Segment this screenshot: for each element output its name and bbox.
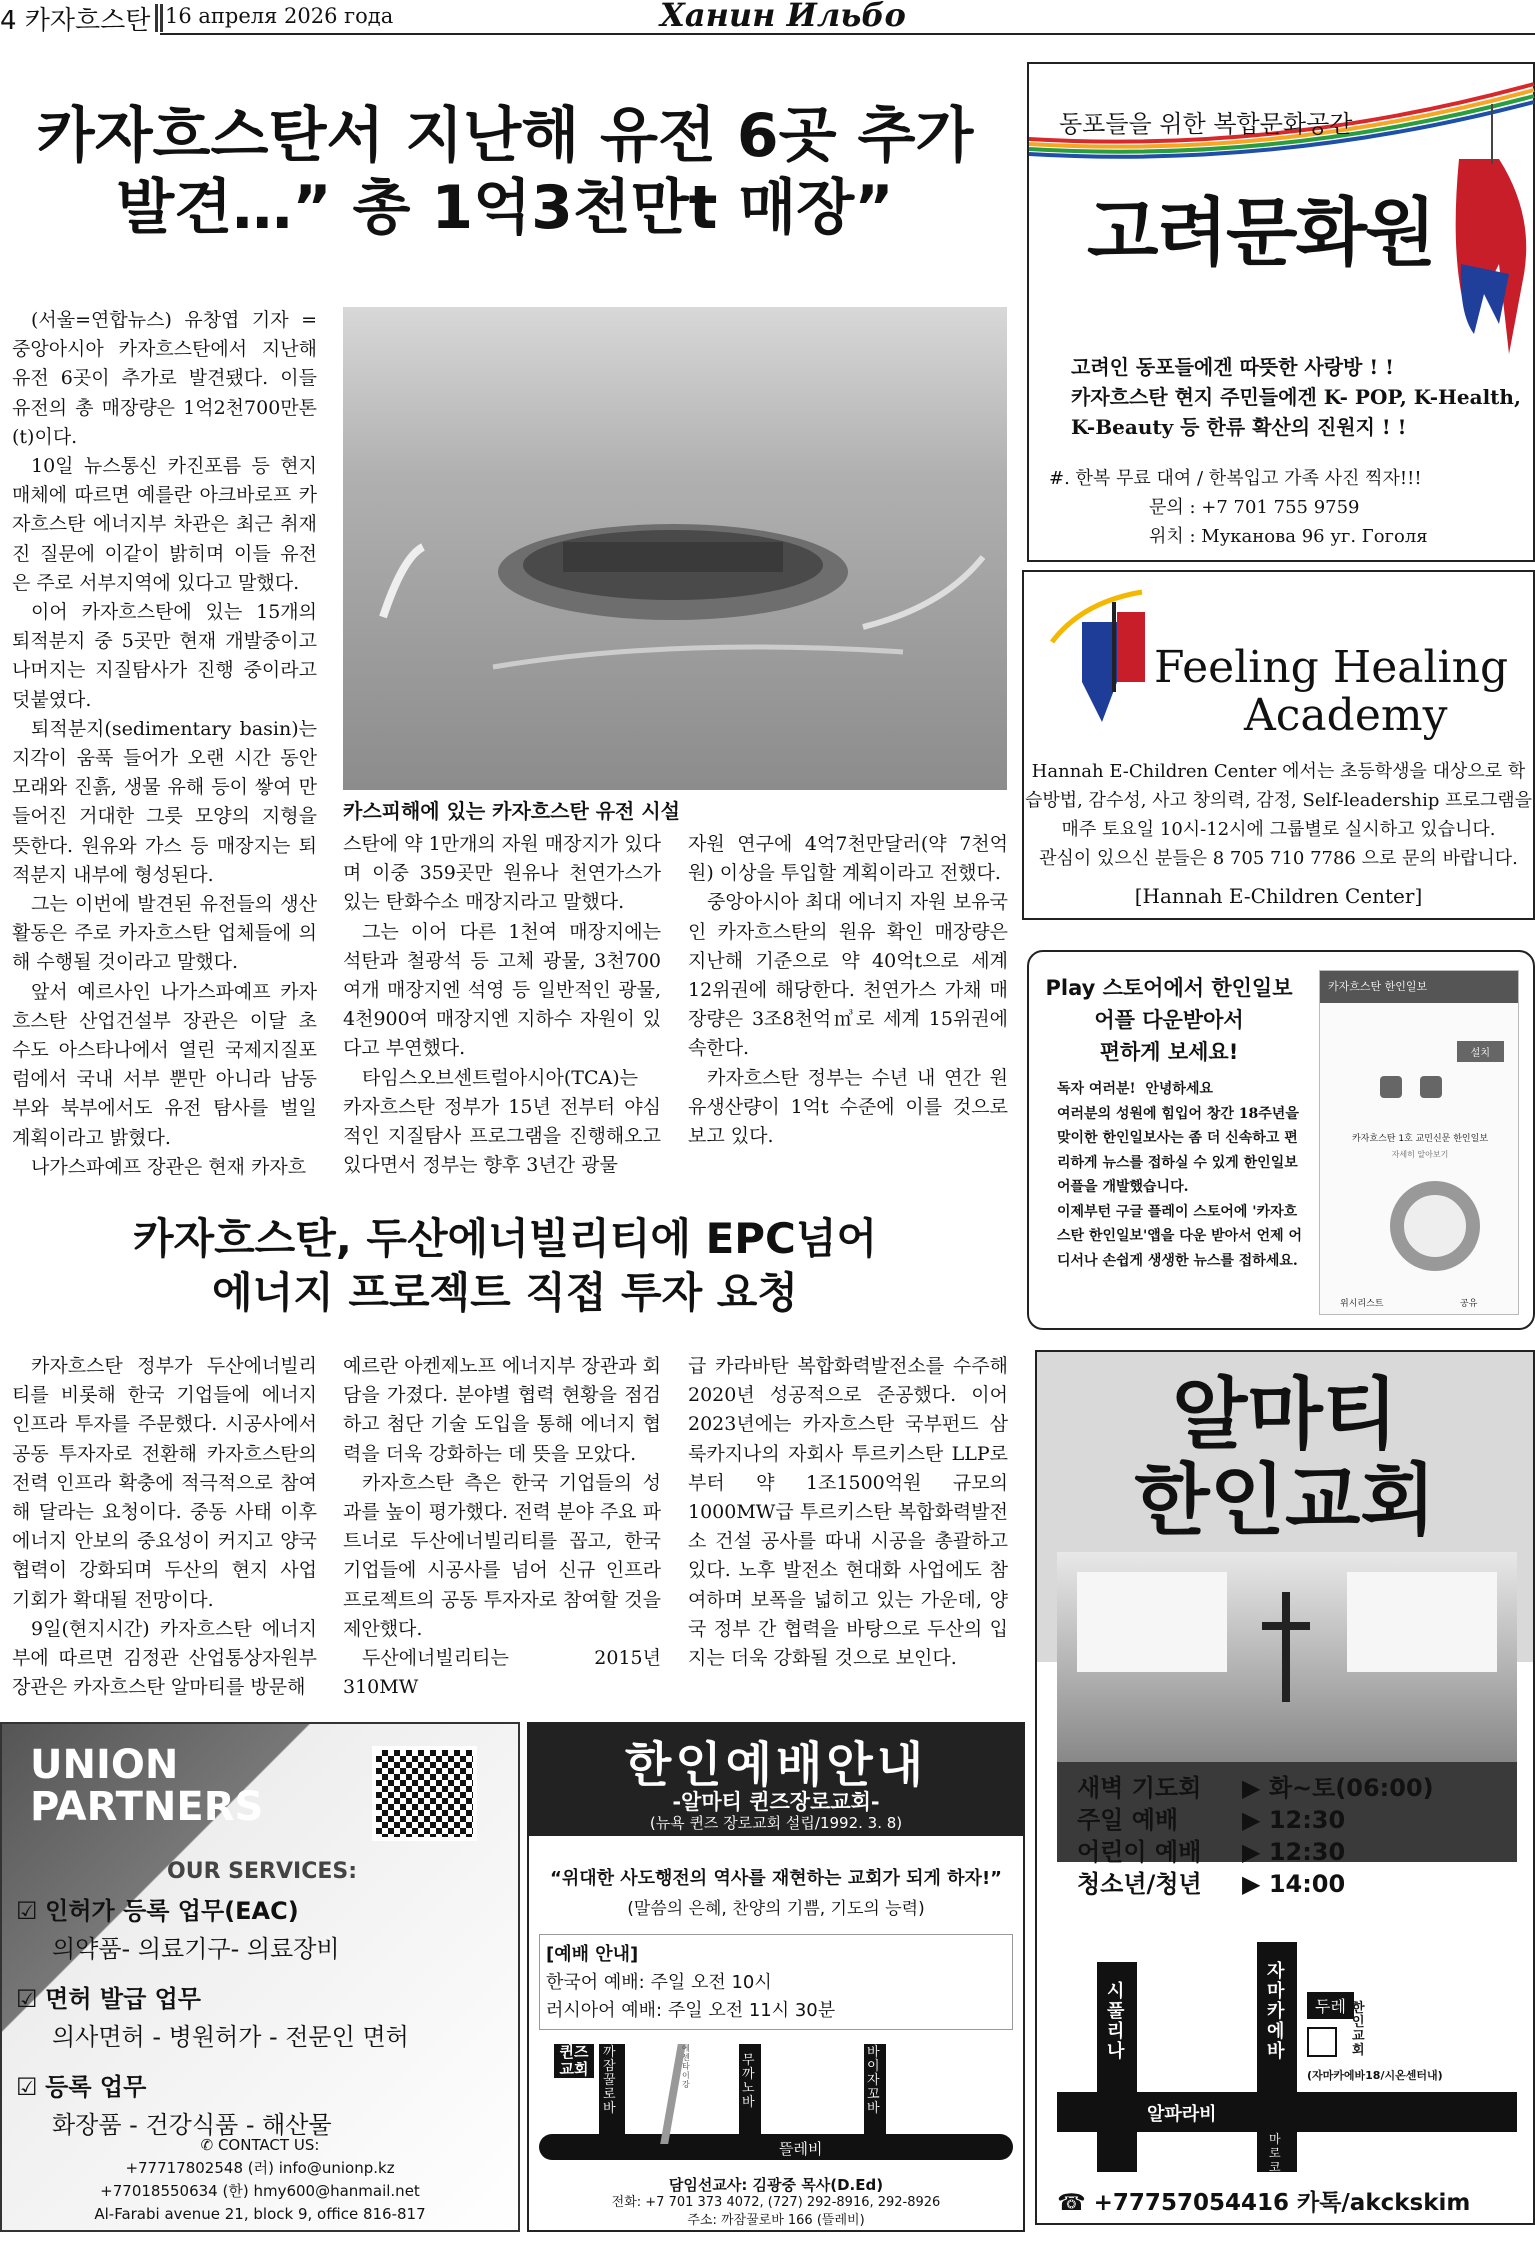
phone-install-button: 설치	[1457, 1041, 1504, 1062]
paragraph: 중앙아시아 최대 에너지 자원 보유국인 카자흐스탄의 원유 확인 매장량은 지난해 기준으로 약 40억t으로 세계 12위권에 해당한다. 천연가스 가채 매장량은 3조8천억㎥로 세계 15위권에 속한다.	[688, 891, 1008, 1060]
worship-contact	[529, 2176, 1023, 2230]
ad-almaty-church	[1035, 1350, 1535, 2225]
paragraph: 앞서 예르사인 나가스파예프 카자흐스탄 산업건설부 장관은 이달 초 수도 아스타나에서 열린 국제지질포럼에서 국내 서부 뿐만 아니라 남동부와 북부에서도 유전 탐사를 벌일 계획이라고 밝혔다.	[12, 980, 317, 1149]
koryo-contact: 문의 : +7 701 755 9759	[1149, 497, 1360, 518]
union-services	[16, 1892, 409, 2144]
worship-pastor: 담임선교사: 김광중 목사(D.Ed)	[668, 2176, 884, 2194]
paragraph: 이어 카자흐스탄에 있는 15개의 퇴적분지 중 5곳만 현재 개발중이고 나머지는 지질탐사가 진행 중이라고 덧붙였다.	[12, 601, 317, 711]
article1-headline	[20, 100, 990, 244]
article1-column1	[12, 306, 317, 1182]
map-street-v1: 시풀리나	[1107, 1981, 1125, 2062]
worship-map	[539, 2044, 1013, 2174]
union-services-title: OUR SERVICES:	[167, 1859, 358, 1884]
paragraph: 예르란 아켄제노프 에너지부 장관과 회담을 가졌다. 분야별 협력 현황을 점검하고 첨단 기술 도입을 통해 에너지 협력을 더욱 강화하는 데 뜻을 모았다.	[343, 1355, 661, 1465]
oil-field-illustration	[343, 307, 1007, 790]
article2-headline-line1: 카자흐스탄, 두산에너빌리티에 EPC넘어	[132, 1214, 878, 1263]
phone-label: 카자흐스탄 1호 교민신문 한인일보	[1351, 1134, 1489, 1144]
koryo-info	[1049, 464, 1428, 551]
koryo-location: 위치 : Муканова 96 уг. Гоголя	[1149, 526, 1428, 547]
union-contact-label: CONTACT US:	[217, 2136, 320, 2154]
article2-column2	[343, 1352, 661, 1702]
map-church-label: 퀸즈 교회	[554, 2044, 594, 2078]
check-icon: ☑	[16, 1985, 46, 2013]
union-contact	[2, 2134, 518, 2226]
service-title: 면허 발급 업무	[45, 1985, 201, 2013]
ad-union-partners	[0, 1722, 520, 2232]
article1-headline-line1: 카자흐스탄서 지난해 유전 6곳 추가	[36, 101, 974, 171]
header-rule	[160, 33, 1535, 35]
worship-founded: (뉴욕 퀸즈 장로교회 설립/1992. 3. 8)	[649, 1814, 903, 1832]
map-street-v2: 자마카에바	[1267, 1961, 1285, 2062]
academy-title-line2: Academy	[1244, 690, 1448, 741]
article1-column2	[343, 830, 661, 1180]
union-address: Al-Farabi avenue 21, block 9, office 816-817	[94, 2205, 426, 2223]
union-phone1: +77717802548 (러) info@unionp.kz	[125, 2159, 395, 2177]
paragraph: 나가스파예프 장관은 현재 카자흐	[31, 1155, 307, 1178]
union-brand-line2: PARTNERS	[30, 1784, 264, 1830]
worship-info-russian: 러시아어 예배: 주일 오전 11시 30분	[546, 2000, 836, 2021]
map-street-mukan: 무까노바	[742, 2053, 755, 2110]
header-divider	[155, 4, 163, 32]
koryo-tagline: 동포들을 위한 복합문화공간	[1059, 110, 1353, 138]
article2-headline-line2: 에너지 프로젝트 직접 투자 요청	[212, 1268, 798, 1317]
paragraph: 두산에너빌리티는 2015년 310MW	[343, 1647, 661, 1699]
church-building-icon	[1307, 2027, 1337, 2057]
map-street-v3: 마로코바	[1269, 2132, 1281, 2188]
phone-sublabel: 자세히 알아보기	[1391, 1150, 1449, 1159]
phone-icon: ✆	[200, 2136, 218, 2154]
ad-worship-guide	[527, 1722, 1025, 2232]
academy-title-line1: Feeling Healing	[1154, 642, 1509, 693]
app-logo-icon	[1390, 1181, 1480, 1271]
map-street-kazan: 까잠꿀로바	[603, 2045, 616, 2116]
map-bus-stop: 두레	[1307, 1992, 1354, 2019]
ad-feeling-healing	[1022, 570, 1535, 920]
cross-bar	[1262, 1622, 1310, 1630]
article2-headline	[20, 1212, 990, 1320]
service-name: 어린이 예배	[1077, 1838, 1202, 1866]
koryo-line1: 고려인 동포들에겐 따뜻한 사랑방 ! !	[1071, 355, 1394, 379]
paragraph: 자원 연구에 4억7천만달러(약 7천억원) 이상을 투입할 계획이라고 전했다.	[688, 833, 1008, 885]
paragraph: 그는 이어 다른 1천여 매장지에는 석탄과 철광석 등 고체 광물, 3천700여개 매장지엔 석영 등 일반적인 광물, 4천900여 매장지엔 지하수 자원이 있다고 부연했다.	[343, 920, 661, 1060]
church-contact: ☎ +77757054416 카톡/akckskim	[1057, 2190, 1471, 2216]
union-phone2: +77018550634 (한) hmy600@hanmail.net	[100, 2182, 420, 2200]
worship-info-title: [예배 안내]	[546, 1944, 639, 1965]
phone-tab-wishlist: 위시리스트	[1340, 1299, 1384, 1309]
union-brand	[30, 1744, 263, 1828]
koryo-name: 고려문화원	[1087, 190, 1435, 276]
service-name: 청소년/청년	[1077, 1870, 1202, 1898]
paragraph: 급 카라바탄 복합화력발전소를 수주해 2020년 성공적으로 준공했다. 이어 2023년에는 카자흐스탄 국부펀드 삼룩카지나의 자회사 투르키스탄 LLP로부터 약 1조1500억원 규모의 1000MW급 투르키스탄 복합화력발전소 건설 공사를 따내 시공을 총괄하고 있다. 노후 발전소 현대화 사업에도 참여하며 보폭을 넓히고 있는 가운데, 양국 정부 간 협력을 바탕으로 두산의 입지는 더욱 강화될 것으로 보인다.	[688, 1355, 1008, 1670]
service-name: 새벽 기도회	[1077, 1774, 1202, 1802]
worship-info	[539, 1934, 1013, 2030]
academy-body-line: Hannah E-Children Center 에서는 초등학생을 대상으로 학	[1031, 761, 1526, 782]
app-headline-line: Play 스토어에서 한인일보	[1045, 976, 1293, 1000]
map-street-h: 알파라비	[1147, 2104, 1217, 2125]
worship-address: 주소: 까잠꿀로바 166 (뜰레비)	[687, 2213, 865, 2228]
service-sub: 의약품- 의료기구- 의료장비	[52, 1935, 340, 1963]
service-title: 등록 업무	[45, 2073, 147, 2101]
app-headline-line: 어플 다운받아서	[1094, 1008, 1244, 1032]
union-brand-line1: UNION	[30, 1742, 179, 1788]
article1-column3	[688, 830, 1008, 1151]
academy-body-line: 매주 토요일 10시-12시에 그룹별로 실시하고 있습니다.	[1061, 819, 1496, 840]
paragraph: (서울=연합뉴스) 유창엽 기자 = 중앙아시아 카자흐스탄에서 지난해 유전 6곳이 추가로 발견됐다. 이들 유전의 총 매장량은 1억2천700만톤(t)이다.	[12, 309, 317, 448]
church-services	[1077, 1772, 1434, 1900]
academy-logo-icon	[1042, 582, 1162, 762]
ad-app-download	[1027, 950, 1535, 1330]
service-time: ▶ 12:30	[1242, 1838, 1346, 1866]
paragraph: 카자흐스탄 정부가 두산에너빌리티를 비롯해 한국 기업들에 에너지 인프라 투자를 주문했다. 시공사에서 공동 투자자로 전환해 카자흐스탄의 전력 인프라 확충에 적극적으로 참여해 달라는 요청이다. 중동 사태 이후 에너지 안보의 중요성이 커지고 양국 협력이 강화되며 두산의 현지 사업 기회가 확대될 전망이다.	[12, 1355, 317, 1611]
photo-caption: 카스피해에 있는 카자흐스탄 유전 시설	[343, 799, 680, 823]
map-river-label: 에센타이 강	[682, 2044, 690, 2089]
map-road-h	[1057, 2092, 1517, 2132]
worship-info-korean: 한국어 예배: 주일 오전 10시	[546, 1972, 772, 1993]
church-screen-left	[1077, 1572, 1227, 1672]
phone-news-icon	[1380, 1076, 1402, 1098]
paragraph: 스탄에 약 1만개의 자원 매장지가 있다며 이중 359곳만 원유나 천연가스가 있는 탄화수소 매장지라고 말했다.	[343, 833, 661, 914]
worship-phone: 전화: +7 701 373 4072, (727) 292-8916, 292-8926	[611, 2195, 941, 2210]
worship-motto-sub: (말씀의 은혜, 찬양의 기쁨, 기도의 능력)	[627, 1899, 925, 1919]
issue-date: 16 апреля 2026 года	[165, 4, 394, 28]
service-time: ▶ 화~토(06:00)	[1242, 1774, 1434, 1802]
service-time: ▶ 14:00	[1242, 1870, 1346, 1898]
church-screen-right	[1347, 1572, 1497, 1672]
phone-app-bar: 카자흐스탄 한인일보	[1320, 971, 1518, 1003]
service-title: 인허가 등록 업무(EAC)	[45, 1897, 299, 1925]
church-map	[1057, 1932, 1517, 2188]
phone-people-icon	[1420, 1076, 1442, 1098]
worship-title: 한인예배안내	[624, 1737, 928, 1793]
page-number: 4 카자흐스탄	[0, 6, 151, 36]
check-icon: ☑	[16, 1897, 46, 1925]
academy-body-line: 습방법, 감수성, 사고 창의력, 감정, Self-leadership 프로그램을	[1024, 790, 1533, 811]
koryo-line3: K-Beauty 등 한류 확산의 진원지 ! !	[1071, 415, 1407, 439]
map-church-address: (자마카에바18/시온센터내)	[1307, 2069, 1443, 2082]
church-name	[1037, 1372, 1533, 1544]
oil-field-photo	[343, 307, 1007, 790]
paragraph: 카자흐스탄 측은 한국 기업들의 성과를 높이 평가했다. 전력 분야 주요 파트너로 두산에너빌리티를 꼽고, 한국 기업들에 시공사를 넘어 신규 인프라 프로젝트의 공동 투자자로 참여할 것을 제안했다.	[343, 1471, 661, 1640]
academy-body	[1024, 757, 1533, 873]
app-body: 독자 여러분! 안녕하세요 여러분의 성원에 힘입어 창간 18주년을 맞이한 한인일보사는 좀 더 신속하고 편리하게 뉴스를 접하실 수 있게 한인일보 어플을 개발했습니다. 이제부턴 구글 플레이 스토어에 '카자흐스탄 한인일보'앱을 다운 받아서 언제 어디서나 손쉽게 생생한 뉴스를 접하세요.	[1057, 1081, 1303, 1269]
church-name-line2: 한인교회	[1134, 1456, 1436, 1546]
article1-headline-line2: 발견…” 총 1억3천만t 매장”	[116, 173, 894, 243]
newspaper-name: Ханин Ильбо	[660, 0, 906, 34]
academy-sign: [Hannah E-Children Center]	[1134, 884, 1423, 908]
map-church-label: 한인교회	[1352, 2001, 1365, 2058]
ad-koryo-culture-center	[1027, 62, 1535, 562]
worship-subtitle: -알마티 퀸즈장로교회-	[672, 1790, 880, 1814]
app-headline-line: 편하게 보세요!	[1099, 1040, 1239, 1064]
paragraph: 타임스오브센트럴아시아(TCA)는 카자흐스탄 정부가 15년 전부터 야심적인 지질탐사 프로그램을 진행해오고 있다면서 정부는 향후 3년간 광물	[343, 1066, 661, 1177]
service-name: 주일 예배	[1077, 1806, 1179, 1834]
academy-body-line: 관심이 있으신 분들은 8 705 710 7786 으로 문의 바랍니다.	[1039, 848, 1518, 869]
service-time: ▶ 12:30	[1242, 1806, 1346, 1834]
cross-icon	[1282, 1592, 1290, 1702]
church-name-line1: 알마티	[1171, 1370, 1399, 1460]
paragraph: 9일(현지시간) 카자흐스탄 에너지부에 따르면 김정관 산업통상자원부 장관은 카자흐스탄 알마티를 방문해	[12, 1617, 317, 1699]
article2-column1	[12, 1352, 317, 1702]
paragraph: 그는 이번에 발견된 유전들의 생산 활동은 주로 카자흐스탄 업체들에 의해 수행될 것이라고 말했다.	[12, 893, 317, 974]
koryo-description	[1071, 352, 1521, 442]
koryo-line2: 카자흐스탄 현지 주민들에겐 K- POP, K-Health,	[1071, 385, 1521, 409]
koryo-note: #. 한복 무료 대여 / 한복입고 가족 사진 찍자!!!	[1049, 468, 1422, 489]
map-street-tole: 뜰레비	[779, 2140, 823, 2158]
phone-screenshot	[1319, 970, 1519, 1315]
service-sub: 의사면허 - 병원허가 - 전문인 면허	[52, 2023, 409, 2051]
phone-tab-share: 공유	[1460, 1299, 1478, 1309]
paragraph: 10일 뉴스통신 카진포름 등 현지 매체에 따르면 예를란 아크바로프 카자흐스탄 에너지부 차관은 최근 취재진 질문에 이같이 밝히며 이들 유전은 주로 서부지역에 있다고 말했다.	[12, 455, 317, 594]
paragraph: 퇴적분지(sedimentary basin)는 지각이 움푹 들어가 오랜 시간 동안 모래와 진흙, 생물 유해 등이 쌓여 만들어진 거대한 그릇 모양의 지형을 뜻한다. 원유와 가스 등 매장지는 퇴적분지 내부에 형성된다.	[12, 717, 317, 886]
article2-column3	[688, 1352, 1008, 1673]
qr-code-icon	[372, 1746, 477, 1841]
map-street-baiz: 바이자꼬바	[867, 2045, 880, 2116]
paragraph: 카자흐스탄 정부는 수년 내 연간 원유생산량이 1억t 수준에 이를 것으로 보고 있다.	[688, 1066, 1008, 1148]
service-sub: 화장품 - 건강식품 - 해산물	[52, 2111, 332, 2139]
check-icon: ☑	[16, 2073, 46, 2101]
worship-motto: “위대한 사도행전의 역사를 재현하는 교회가 되게 하자!”	[549, 1868, 1002, 1889]
app-headline	[1039, 972, 1299, 1068]
